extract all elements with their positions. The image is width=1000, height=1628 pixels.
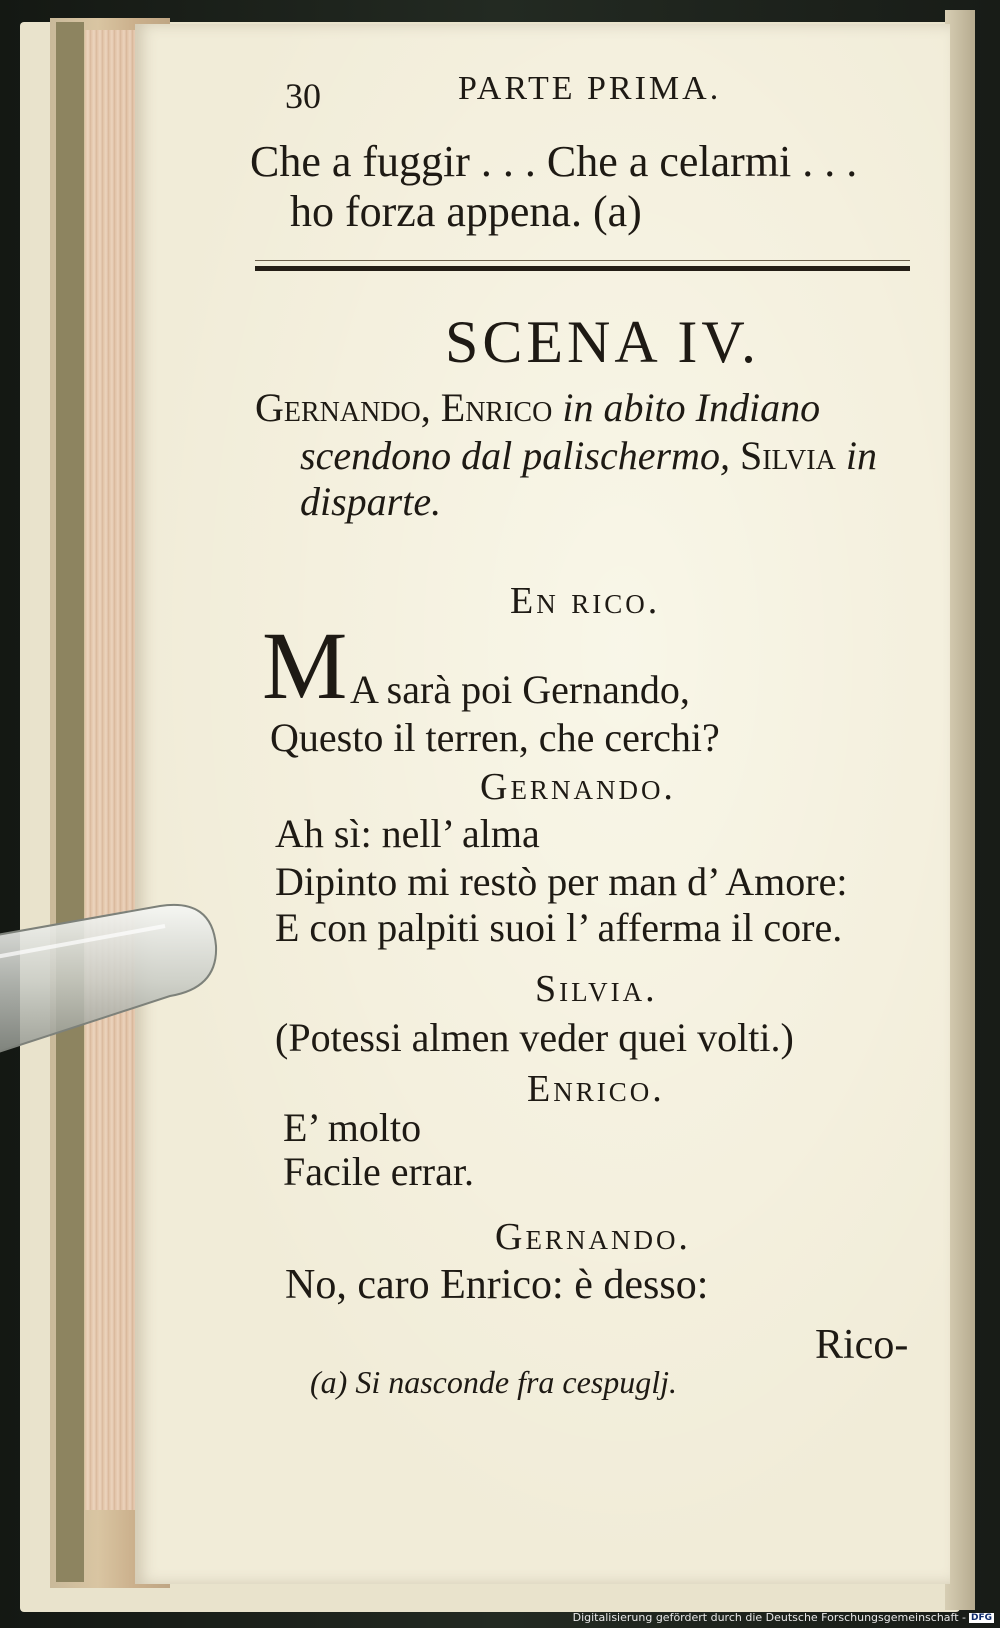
dialogue-line: No, caro Enrico: è desso: xyxy=(285,1262,709,1308)
speaker-label: En rico. xyxy=(510,580,661,622)
stage-direction-name: Silvia xyxy=(739,433,836,478)
credit-text: Digitalisierung gefördert durch die Deutsche Forschungsgemeinschaft - xyxy=(572,1611,966,1624)
stage-direction-line xyxy=(255,385,821,430)
stage-direction-italic: in abito Indiano xyxy=(562,385,821,430)
binding-band xyxy=(56,22,84,1582)
stage-direction-line xyxy=(300,433,877,478)
dialogue-line: (Potessi almen veder quei volti.) xyxy=(275,1015,794,1060)
dialogue-line: Questo il terren, che cerchi? xyxy=(270,715,720,760)
stage-direction-line: disparte. xyxy=(300,479,442,524)
catchword: Rico- xyxy=(815,1322,909,1368)
stage-direction-names: Gernando, Enrico xyxy=(255,385,553,430)
dfg-logo: DFG xyxy=(970,1612,992,1623)
divider-rule xyxy=(255,266,910,271)
stage-direction-italic: scendono dal palischermo, xyxy=(300,433,730,478)
dialogue-line: E con palpiti suoi l’ afferma il core. xyxy=(275,905,843,950)
dialogue-line: A sarà poi Gernando, xyxy=(350,667,690,712)
verse-line: ho forza appena. (a) xyxy=(290,187,642,236)
verse-line: Che a fuggir . . . Che a celarmi . . . xyxy=(250,137,858,186)
speaker-label: Silvia. xyxy=(535,968,658,1010)
speaker-label: Gernando. xyxy=(480,766,676,808)
footnote: (a) Si nasconde fra cespuglj. xyxy=(310,1364,678,1400)
dialogue-line: Dipinto mi restò per man d’ Amore: xyxy=(275,859,848,904)
speaker-label: Gernando. xyxy=(495,1216,691,1258)
digitization-credit xyxy=(573,1611,994,1624)
page-holder-clip-icon xyxy=(0,898,218,1066)
drop-cap: M xyxy=(262,612,348,719)
running-head: PARTE PRIMA. xyxy=(458,70,722,107)
scene-heading: SCENA IV. xyxy=(445,309,760,375)
page-number: 30 xyxy=(285,76,321,116)
dialogue-line: E’ molto xyxy=(283,1105,422,1150)
divider-rule-thin xyxy=(255,260,910,261)
stage-direction-italic: in xyxy=(845,433,877,478)
dialogue-line: Ah sì: nell’ alma xyxy=(275,811,540,856)
speaker-label: Enrico. xyxy=(527,1068,665,1110)
dialogue-line: Facile errar. xyxy=(283,1149,474,1194)
